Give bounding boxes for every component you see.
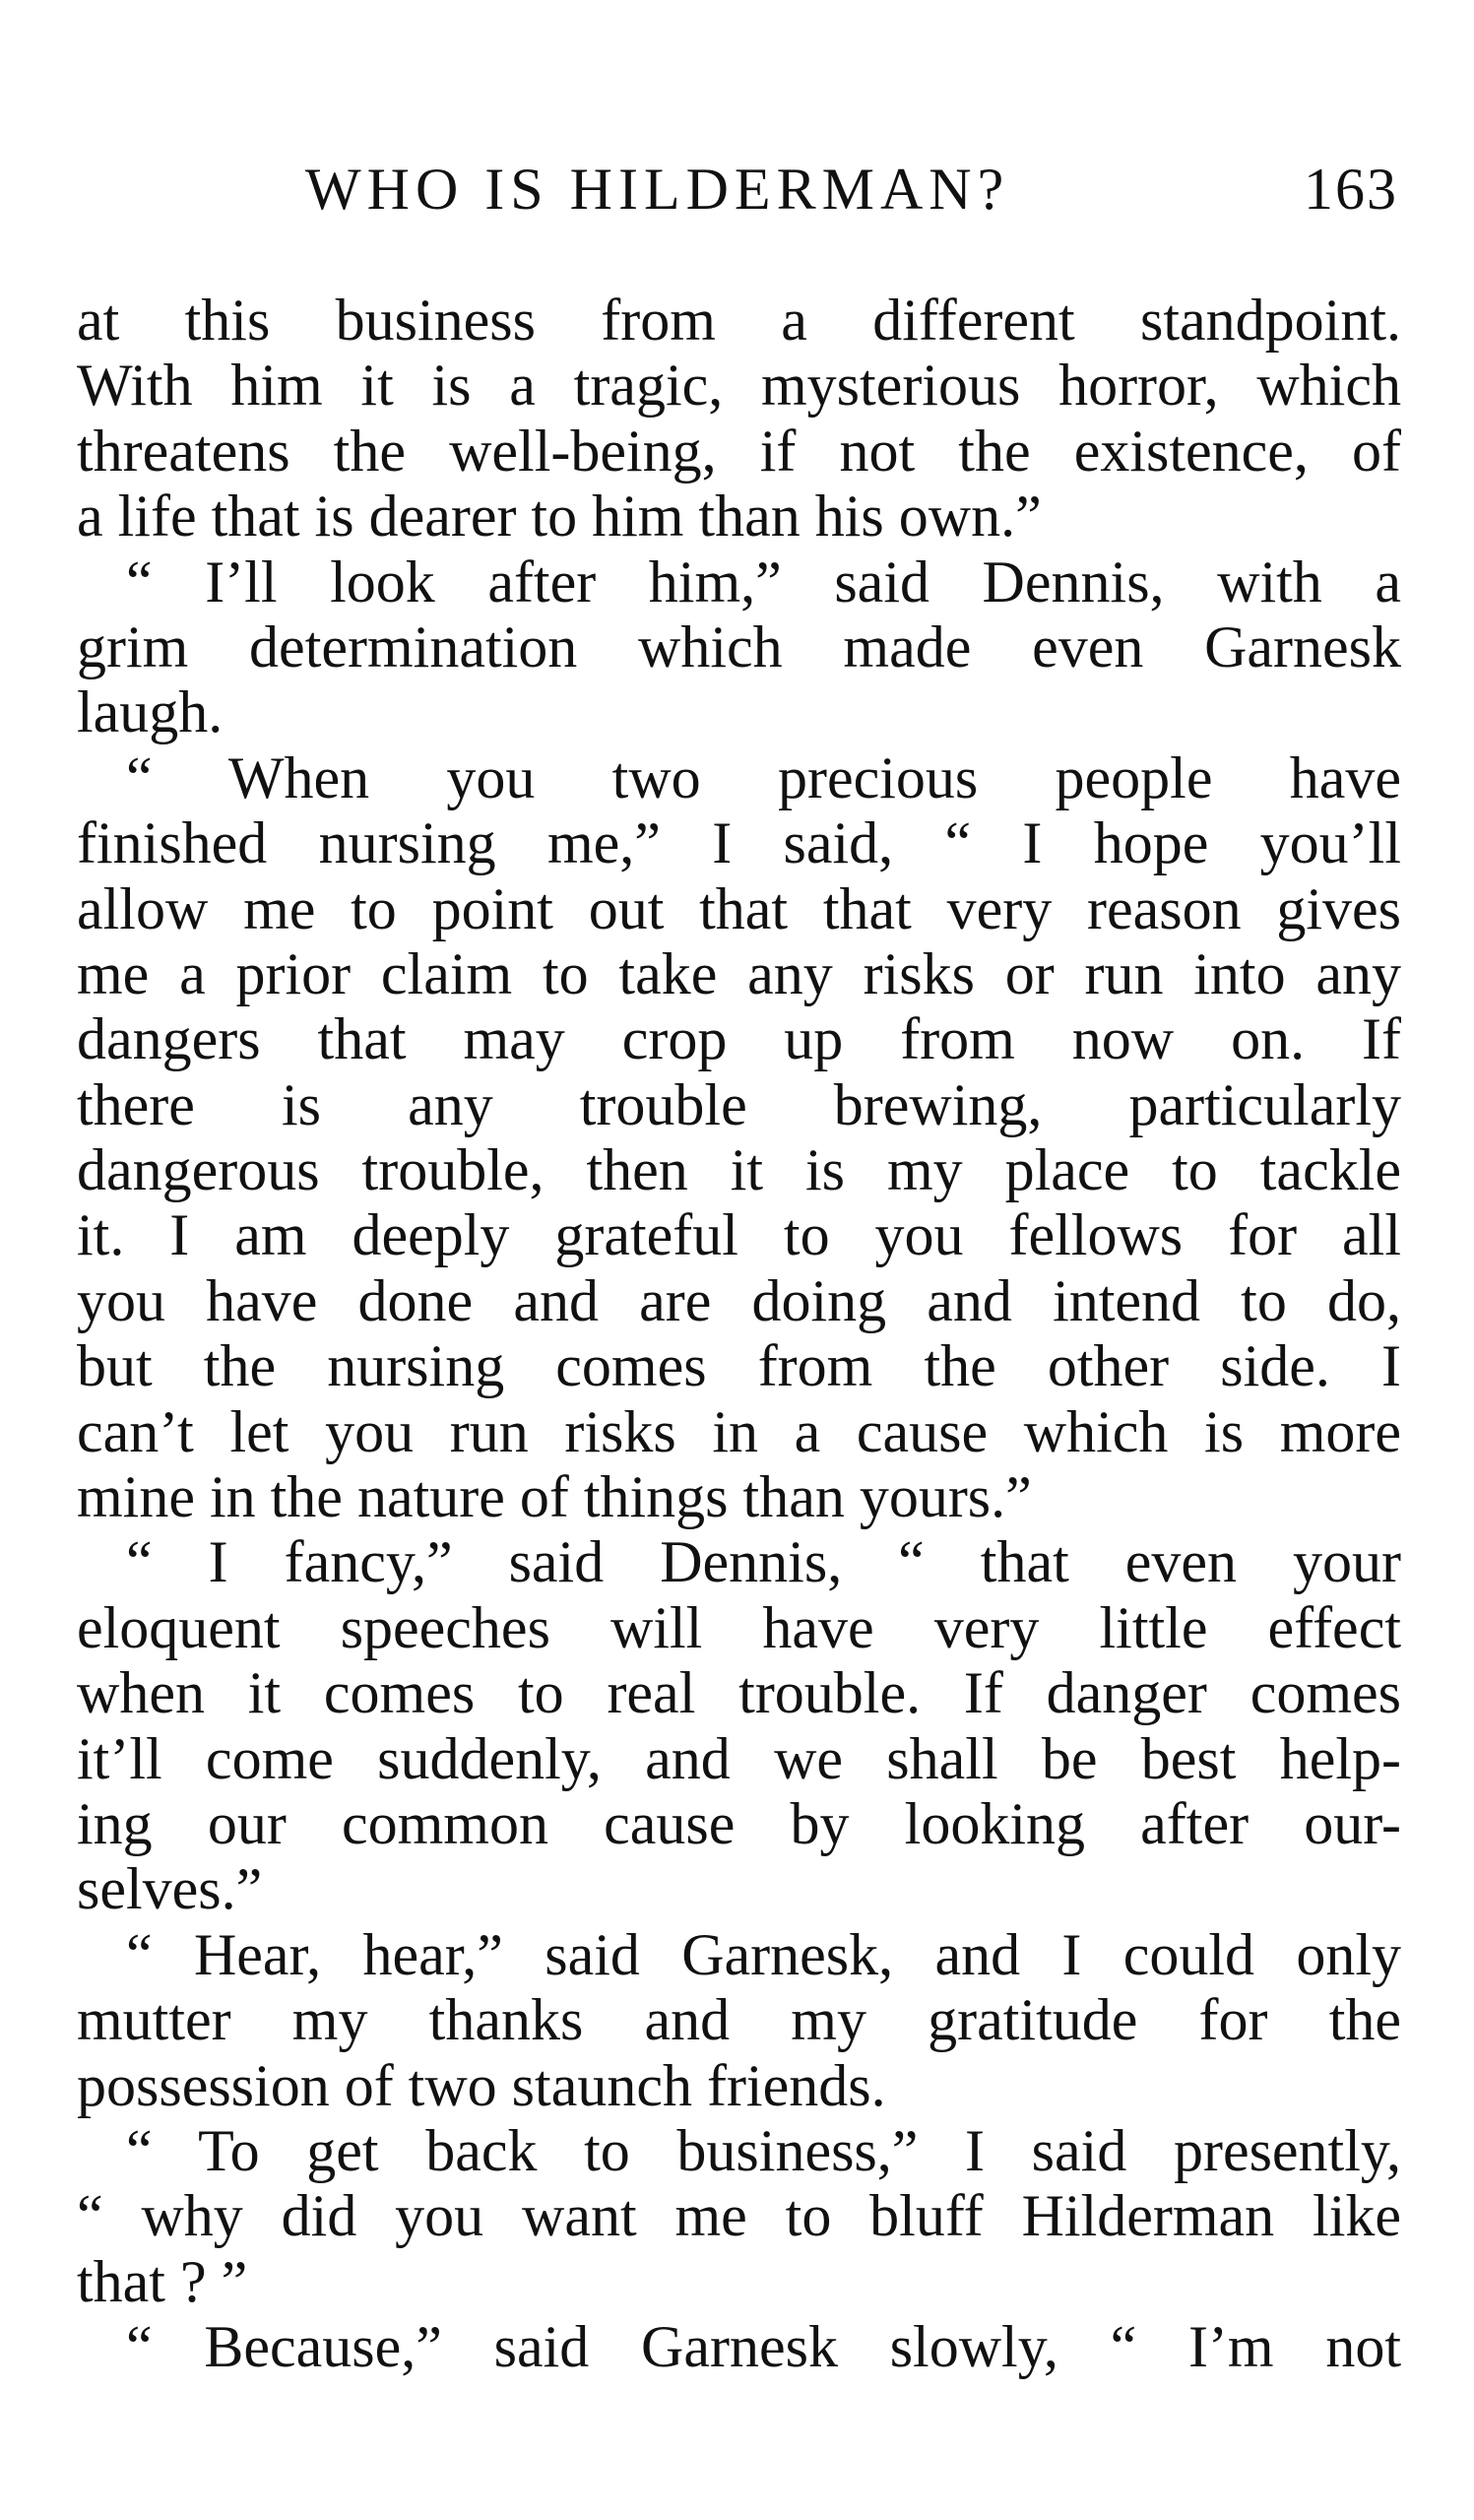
running-title: WHO IS HILDERMAN? [305,157,1010,222]
text-line: grim determination which made even Garnesk [77,614,1401,679]
text-line: allow me to point out that that very reason gives [77,875,1401,941]
running-head [305,156,1398,234]
text-line: eloquent speeches will have very little effect [77,1594,1401,1660]
text-line: finished nursing me,” I said, “ I hope you’ll [77,810,1401,876]
text-line: “ Hear, hear,” said Garnesk, and I could only [126,1921,1401,1987]
text-line: can’t let you run risks in a cause which is more [77,1398,1401,1464]
text-line: you have done and are doing and intend to do, [77,1267,1401,1333]
text-line: at this business from a different standpoint. [77,288,1401,353]
text-line: a life that is dearer to him than his own.” [77,484,1042,549]
text-line: it. I am deeply grateful to you fellows for all [77,1202,1401,1268]
text-line: “ When you two precious people have [126,744,1401,810]
text-line: threatens the well-being, if not the existence, of [77,418,1401,484]
text-line: “ I fancy,” said Dennis, “ that even your [126,1529,1401,1595]
body-text [77,288,1401,2380]
text-line: “ why did you want me to bluff Hilderman like [77,2183,1401,2249]
text-line: possession of two staunch friends. [77,2052,886,2118]
text-line: “ Because,” said Garnesk slowly, “ I’m not [126,2314,1401,2380]
text-line: “ I’ll look after him,” said Dennis, with a [126,549,1401,614]
text-line: mutter my thanks and my gratitude for the [77,1987,1401,2053]
text-line: me a prior claim to take any risks or run into any [77,940,1401,1006]
text-line: “ To get back to business,” I said presently, [126,2117,1401,2183]
text-line: selves.” [77,1856,263,1922]
text-line: mine in the nature of things than yours.” [77,1464,1032,1530]
page-number: 163 [1304,157,1398,222]
text-line: there is any trouble brewing, particularly [77,1071,1401,1137]
text-line: With him it is a tragic, mysterious horror, which [77,353,1401,419]
text-line: when it comes to real trouble. If danger comes [77,1660,1401,1726]
text-line: it’ll come suddenly, and we shall be best help- [77,1725,1401,1791]
text-line: ing our common cause by looking after our- [77,1790,1401,1856]
text-line: dangerous trouble, then it is my place to tackle [77,1137,1401,1203]
text-line: laugh. [77,679,224,745]
text-line: that ? ” [77,2248,248,2314]
text-line: dangers that may crop up from now on. If [77,1006,1401,1072]
text-line: but the nursing comes from the other side. I [77,1333,1401,1399]
